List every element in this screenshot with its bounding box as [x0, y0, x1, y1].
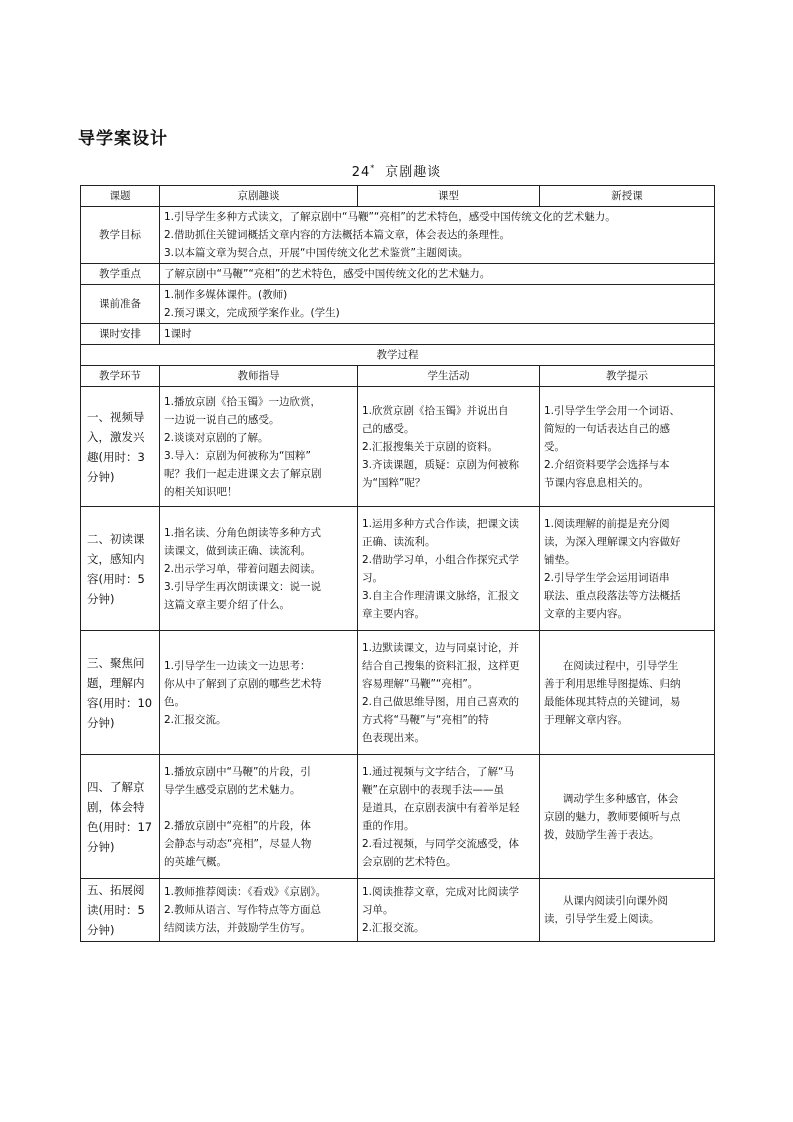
student-activity-line: 1.边默读课文，边与同桌讨论，并: [362, 641, 520, 654]
teaching-tips-line: 拨，鼓励学生善于表达。: [544, 828, 660, 841]
process-row: [81, 879, 715, 942]
teacher-guidance-line: 会静态与动态“亮相”，尽显人物: [164, 837, 312, 850]
goal-item: 1.引导学生多种方式读文，了解京剧中“马鞭”“亮相”的艺术特色，感受中国传统文化的艺术魅力。: [164, 211, 616, 223]
teacher-guidance-cell: [160, 879, 358, 942]
stage-line: 趣(用时：3: [87, 449, 145, 464]
teaching-tips-line: 受。: [544, 440, 565, 453]
student-activity-cell: [358, 631, 540, 755]
schedule-row: [81, 324, 715, 345]
focus-content: 了解京剧中“马鞭”“亮相”的艺术特色，感受中国传统文化的艺术魅力。: [160, 264, 715, 285]
schedule-value: 1课时: [160, 324, 715, 345]
stage-line: 色(用时：17: [87, 819, 153, 834]
teacher-guidance-line: 结阅读方法，并鼓励学生仿写。: [164, 922, 311, 934]
teacher-guidance-cell: [160, 387, 358, 507]
teaching-tips-line: 2.引导学生学会运用词语串: [544, 571, 670, 584]
teacher-guidance-line: 的相关知识吧！: [164, 485, 238, 498]
process-rows: [81, 387, 715, 942]
student-activity-line: 2.汇报搜集关于京剧的资料。: [362, 440, 499, 453]
teaching-tips-line: 善于利用思维导图提炼、归纳: [544, 677, 681, 690]
teacher-guidance-line: 1.播放京剧《拾玉镯》一边欣赏，: [164, 395, 322, 408]
teacher-guidance-line: 2.汇报交流。: [164, 713, 227, 726]
teaching-tips-cell: [540, 631, 715, 755]
teacher-guidance-line: 色。: [164, 695, 185, 708]
teacher-guidance-line: 3.导入：京剧为何被称为“国粹”: [164, 449, 311, 462]
student-activity-line: 1.通过视频与文字结合，了解“马: [362, 765, 514, 778]
teacher-guidance-line: 2.教师从语言、写作特点等方面总: [164, 904, 322, 916]
teacher-guidance-cell: [160, 631, 358, 755]
stage-line: 读(用时：5: [87, 903, 145, 917]
schedule-label: 课时安排: [81, 324, 160, 345]
student-activity-cell: [358, 507, 540, 631]
prep-label: 课前准备: [81, 285, 160, 324]
student-activity-line: 习单。: [362, 904, 394, 916]
teaching-tips-line: 于理解文章内容。: [544, 713, 628, 726]
focus-label: 教学重点: [81, 264, 160, 285]
header-row: [81, 186, 715, 207]
process-columns-row: [81, 366, 715, 387]
teaching-tips-line: 1.引导学生学会用一个词语、: [544, 404, 681, 417]
student-activity-line: 3.齐读课题，质疑：京剧为何被称: [362, 458, 520, 471]
student-activity-cell: [358, 387, 540, 507]
student-activity-line: 重的作用。: [362, 819, 415, 832]
document-title: 导学案设计: [78, 129, 168, 149]
teaching-tips-line: 在阅读过程中，引导学生: [562, 659, 679, 672]
lesson-title: [0, 161, 793, 180]
stage-line: 容(用时：5: [87, 571, 145, 586]
teaching-tips-cell: [540, 507, 715, 631]
stage-line: 文，感知内: [87, 551, 145, 566]
stage-line: 分钟): [87, 591, 115, 606]
goals-label: 教学目标: [81, 207, 160, 264]
student-activity-line: 2.汇报交流。: [362, 922, 425, 934]
stage-line: 分钟): [87, 715, 115, 730]
stage-line: 入，激发兴: [87, 429, 145, 444]
goal-item: 2.借助抓住关键词概括文章内容的方法概括本篇文章，体会表达的条理性。: [164, 229, 511, 241]
student-activity-line: 3.自主合作理清课文脉络，汇报文: [362, 589, 520, 602]
type-value: 新授课: [540, 186, 715, 207]
student-activity-line: 2.看过视频，与同学交流感受，体: [362, 837, 520, 850]
student-activity-line: 容易理解“马鞭”“亮相”。: [362, 677, 479, 690]
student-activity-line: 章主要内容。: [362, 607, 425, 620]
teaching-tips-line: 铺垫。: [544, 553, 576, 566]
student-activity-cell: [358, 755, 540, 879]
student-activity-line: 2.借助学习单，小组合作探究式学: [362, 553, 520, 566]
student-activity-line: 会京剧的艺术特色。: [362, 855, 457, 868]
prep-content: [160, 285, 715, 324]
student-activity-line: 结合自己搜集的资料汇报，这样更: [362, 659, 520, 672]
teacher-guidance-line: 导学生感受京剧的艺术魅力。: [164, 783, 301, 796]
process-row: [81, 755, 715, 879]
student-activity-line: 为“国粹”呢？: [362, 476, 426, 489]
prep-item: 2.预习课文，完成预学案作业。(学生): [164, 307, 340, 319]
goals-content: [160, 207, 715, 264]
teaching-tips-line: 读，引导学生爱上阅读。: [544, 913, 660, 925]
student-activity-line: 方式将“马鞭”与“亮相”的特: [362, 713, 489, 726]
process-title-row: [81, 345, 715, 366]
goals-row: [81, 207, 715, 264]
stage-line: 三、聚焦问: [87, 655, 145, 670]
teacher-guidance-line: 1.指名读、分角色朗读等多种方式: [164, 526, 322, 539]
teaching-tips-line: 从课内阅读引向课外阅: [562, 895, 668, 907]
stage-line: 剧，体会特: [87, 799, 145, 814]
focus-row: [81, 264, 715, 285]
teacher-guidance-line: 1.教师推荐阅读：《看戏》《京剧》。: [164, 886, 327, 898]
column-header-stage: 教学环节: [81, 366, 160, 387]
teacher-guidance-line: 呢？我们一起走进课文去了解京剧: [164, 467, 322, 480]
process-row: [81, 631, 715, 755]
teacher-guidance-line: 一边说一说自己的感受。: [164, 413, 280, 426]
teacher-guidance-line: 读课文，做到读正确、读流利。: [164, 544, 311, 557]
teacher-guidance-line: 3.引导学生再次朗读课文：说一说: [164, 580, 322, 593]
prep-item: 1.制作多媒体课件。(教师): [164, 289, 288, 301]
teaching-tips-line: 调动学生多种感官，体会: [562, 792, 679, 805]
student-activity-line: 1.阅读推荐文章，完成对比阅读学: [362, 886, 520, 898]
teacher-guidance-cell: [160, 755, 358, 879]
student-activity-cell: [358, 879, 540, 942]
stage-line: 分钟): [87, 469, 115, 484]
stage-line: 二、初读课: [87, 531, 145, 546]
teaching-tips-line: 文章的主要内容。: [544, 607, 628, 620]
teaching-tips-line: 1.阅读理解的前提是充分阅: [544, 517, 670, 530]
teacher-guidance-line: 2.出示学习单，带着问题去阅读。: [164, 562, 322, 575]
student-activity-line: 是道具，在京剧表演中有着举足轻: [362, 801, 520, 814]
teaching-tips-line: 联法、重点段落法等方法概括: [544, 589, 681, 602]
process-row: [81, 387, 715, 507]
student-activity-line: 2.自己做思维导图，用自己喜欢的: [362, 695, 520, 708]
teaching-tips-line: 读，为深入理解课文内容做好: [544, 535, 681, 548]
lesson-optional-mark: *: [370, 163, 376, 173]
course-value: 京剧趣谈: [160, 186, 358, 207]
teacher-guidance-line: [164, 799, 353, 817]
student-activity-line: 1.运用多种方式合作读，把课文读: [362, 517, 520, 530]
stage-cell: [81, 879, 160, 942]
student-activity-line: 1.欣赏京剧《拾玉镯》并说出自: [362, 404, 509, 417]
teacher-guidance-line: 你从中了解到了京剧的哪些艺术特: [164, 677, 322, 690]
teaching-tips-line: 简短的一句话表达自己的感: [544, 422, 670, 435]
teacher-guidance-cell: [160, 507, 358, 631]
type-label: 课型: [358, 186, 540, 207]
student-activity-line: 色表现出来。: [362, 731, 425, 744]
lesson-number: 24*: [351, 163, 376, 180]
teacher-guidance-line: 1.引导学生一边读文一边思考：: [164, 659, 311, 672]
process-row: [81, 507, 715, 631]
process-title: 教学过程: [81, 345, 715, 366]
prep-row: [81, 285, 715, 324]
lesson-plan-table: [80, 185, 715, 942]
teaching-tips-line: 2.介绍资料要学会选择与本: [544, 458, 670, 471]
student-activity-line: 鞭”在京剧中的表现手法——虽: [362, 783, 504, 796]
teacher-guidance-line: 2.播放京剧中“亮相”的片段，体: [164, 819, 311, 832]
teaching-tips-line: 最能体现其特点的关键词，易: [544, 695, 681, 708]
course-label: 课题: [81, 186, 160, 207]
stage-cell: [81, 631, 160, 755]
teaching-tips-cell: [540, 879, 715, 942]
column-header-student: 学生活动: [358, 366, 540, 387]
teacher-guidance-line: 这篇文章主要介绍了什么。: [164, 598, 290, 611]
stage-line: 容(用时：10: [87, 695, 153, 710]
student-activity-line: 己的感受。: [362, 422, 415, 435]
stage-line: 题，理解内: [87, 675, 145, 690]
goal-item: 3.以本篇文章为契合点，开展“中国传统文化艺术鉴赏”主题阅读。: [164, 247, 469, 259]
column-header-teacher: 教师指导: [160, 366, 358, 387]
stage-line: 分钟): [87, 839, 115, 854]
teaching-tips-cell: [540, 755, 715, 879]
column-header-tips: 教学提示: [540, 366, 715, 387]
teaching-tips-line: 节课内容息息相关的。: [544, 476, 649, 489]
teacher-guidance-line: 2.谈谈对京剧的了解。: [164, 431, 269, 444]
stage-line: 一、视频导: [87, 409, 145, 424]
student-activity-line: 正确、读流利。: [362, 535, 436, 548]
teaching-tips-cell: [540, 387, 715, 507]
lesson-name: 京剧趣谈: [385, 165, 442, 180]
stage-line: 五、拓展阅: [87, 883, 145, 897]
stage-line: 分钟): [87, 923, 115, 937]
stage-line: 四、了解京: [87, 779, 145, 794]
student-activity-line: 习。: [362, 571, 383, 584]
teaching-tips-line: 京剧的魅力，教师要倾听与点: [544, 810, 681, 823]
stage-cell: [81, 507, 160, 631]
stage-cell: [81, 387, 160, 507]
stage-cell: [81, 755, 160, 879]
teacher-guidance-line: 1.播放京剧中“马鞭”的片段，引: [164, 765, 311, 778]
teacher-guidance-line: 的英雄气概。: [164, 855, 227, 868]
